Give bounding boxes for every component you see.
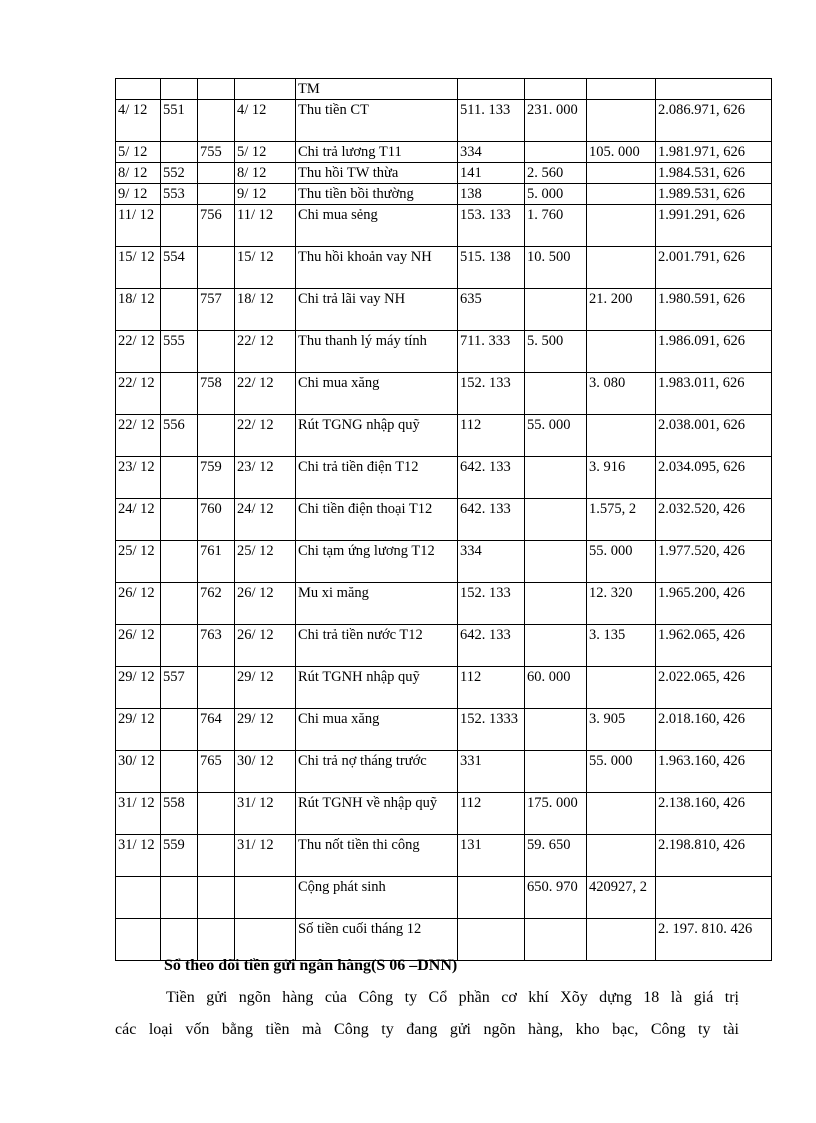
table-cell: 1.575, 2 — [587, 499, 656, 541]
table-cell: 26/ 12 — [116, 583, 161, 625]
table-cell: 334 — [458, 142, 525, 163]
table-row — [116, 331, 772, 373]
table-cell — [458, 79, 525, 100]
table-cell: 9/ 12 — [235, 184, 296, 205]
table-cell — [161, 625, 198, 667]
table-cell — [525, 919, 587, 961]
table-cell: 1.991.291, 626 — [656, 205, 772, 247]
table-cell: 642. 133 — [458, 499, 525, 541]
table-cell: 2.022.065, 426 — [656, 667, 772, 709]
table-cell — [198, 667, 235, 709]
table-cell: Chi trả tiền điện T12 — [296, 457, 458, 499]
table-cell: 152. 133 — [458, 373, 525, 415]
table-cell: 4/ 12 — [235, 100, 296, 142]
table-cell: Chi tiền điện thoại T12 — [296, 499, 458, 541]
table-cell: 555 — [161, 331, 198, 373]
table-cell: 26/ 12 — [116, 625, 161, 667]
table-cell: 765 — [198, 751, 235, 793]
table-cell — [525, 625, 587, 667]
table-cell — [198, 79, 235, 100]
table-cell: 650. 970 — [525, 877, 587, 919]
table-cell: 1.980.591, 626 — [656, 289, 772, 331]
table-cell: 1.981.971, 626 — [656, 142, 772, 163]
table-cell — [587, 667, 656, 709]
table-cell — [116, 919, 161, 961]
table-cell: 55. 000 — [587, 541, 656, 583]
table-cell: 29/ 12 — [116, 709, 161, 751]
table-cell: 141 — [458, 163, 525, 184]
table-cell: Chi trả nợ tháng trước — [296, 751, 458, 793]
table-cell: 5/ 12 — [235, 142, 296, 163]
table-cell: 553 — [161, 184, 198, 205]
table-cell: 3. 135 — [587, 625, 656, 667]
table-cell: 29/ 12 — [235, 667, 296, 709]
table-cell: 755 — [198, 142, 235, 163]
table-cell: 22/ 12 — [235, 331, 296, 373]
table-cell — [525, 457, 587, 499]
table-cell — [458, 919, 525, 961]
table-row — [116, 205, 772, 247]
table-row — [116, 247, 772, 289]
table-cell: 152. 1333 — [458, 709, 525, 751]
table-cell: 2. 197. 810. 426 — [656, 919, 772, 961]
table-cell — [235, 877, 296, 919]
table-cell: 30/ 12 — [116, 751, 161, 793]
table-cell: 1.986.091, 626 — [656, 331, 772, 373]
table-cell: 554 — [161, 247, 198, 289]
section-title: Sổ theo dõi tiền gửi ngân hàng(S 06 –DNN) — [164, 957, 458, 974]
table-cell: 31/ 12 — [116, 793, 161, 835]
table-cell — [116, 79, 161, 100]
paragraph-line-1: Tiền gửi ngõn hàng của Công ty Cổ phần cơ khí Xõy dựng 18 là giá trị — [166, 989, 739, 1006]
table-cell: 18/ 12 — [116, 289, 161, 331]
table-cell — [458, 877, 525, 919]
table-cell: 60. 000 — [525, 667, 587, 709]
table-cell — [198, 247, 235, 289]
table-cell: Rút TGNH nhập quỹ — [296, 667, 458, 709]
table-row — [116, 919, 772, 961]
table-cell: 2.086.971, 626 — [656, 100, 772, 142]
table-cell — [587, 205, 656, 247]
table-cell: Mu xi măng — [296, 583, 458, 625]
table-cell: 23/ 12 — [116, 457, 161, 499]
table-cell: 12. 320 — [587, 583, 656, 625]
table-row — [116, 415, 772, 457]
table-cell: Thu hồi TW thừa — [296, 163, 458, 184]
table-cell — [161, 373, 198, 415]
table-cell — [525, 289, 587, 331]
table-cell — [587, 163, 656, 184]
table-cell: 764 — [198, 709, 235, 751]
cash-ledger-table — [115, 78, 772, 961]
table-cell: 152. 133 — [458, 583, 525, 625]
table-cell: Thu tiền bồi thường — [296, 184, 458, 205]
table-cell: Thu hồi khoản vay NH — [296, 247, 458, 289]
table-cell: 22/ 12 — [116, 415, 161, 457]
table-cell: 9/ 12 — [116, 184, 161, 205]
table-cell: 2.038.001, 626 — [656, 415, 772, 457]
table-cell: 1. 760 — [525, 205, 587, 247]
table-cell: 23/ 12 — [235, 457, 296, 499]
table-cell — [161, 205, 198, 247]
table-cell: 556 — [161, 415, 198, 457]
table-cell: 231. 000 — [525, 100, 587, 142]
table-cell — [525, 499, 587, 541]
table-cell: Chi tạm ứng lương T12 — [296, 541, 458, 583]
table-row — [116, 100, 772, 142]
table-cell: 112 — [458, 793, 525, 835]
table-cell — [525, 751, 587, 793]
table-row — [116, 373, 772, 415]
table-cell: Chi trả lãi vay NH — [296, 289, 458, 331]
table-cell — [161, 919, 198, 961]
table-cell: 15/ 12 — [235, 247, 296, 289]
table-cell — [198, 184, 235, 205]
table-cell — [198, 793, 235, 835]
table-cell — [235, 79, 296, 100]
table-cell: 551 — [161, 100, 198, 142]
table-cell: 760 — [198, 499, 235, 541]
table-cell: 24/ 12 — [116, 499, 161, 541]
table-cell: 112 — [458, 415, 525, 457]
table-cell: 1.977.520, 426 — [656, 541, 772, 583]
table-cell: 758 — [198, 373, 235, 415]
table-cell: 759 — [198, 457, 235, 499]
table-cell: 2.032.520, 426 — [656, 499, 772, 541]
table-row — [116, 709, 772, 751]
table-cell: 31/ 12 — [116, 835, 161, 877]
table-row — [116, 877, 772, 919]
table-row — [116, 289, 772, 331]
table-cell — [525, 709, 587, 751]
table-cell — [198, 835, 235, 877]
table-cell: 711. 333 — [458, 331, 525, 373]
table-cell — [161, 583, 198, 625]
table-cell: 642. 133 — [458, 625, 525, 667]
table-cell: 756 — [198, 205, 235, 247]
table-cell: 4/ 12 — [116, 100, 161, 142]
table-cell — [587, 919, 656, 961]
table-cell: 31/ 12 — [235, 793, 296, 835]
table-cell: Chi trả lương T11 — [296, 142, 458, 163]
table-cell: 29/ 12 — [235, 709, 296, 751]
table-cell: Chi mua xăng — [296, 373, 458, 415]
table-cell: 15/ 12 — [116, 247, 161, 289]
table-cell: Thu tiền CT — [296, 100, 458, 142]
table-cell: Rút TGNG nhập quỹ — [296, 415, 458, 457]
table-cell: Rút TGNH về nhập quỹ — [296, 793, 458, 835]
table-cell — [525, 583, 587, 625]
table-cell: 557 — [161, 667, 198, 709]
table-cell: 1.989.531, 626 — [656, 184, 772, 205]
table-cell: TM — [296, 79, 458, 100]
table-cell: 331 — [458, 751, 525, 793]
table-row — [116, 751, 772, 793]
table-cell — [525, 541, 587, 583]
table-row — [116, 667, 772, 709]
table-cell: 558 — [161, 793, 198, 835]
table-cell — [587, 100, 656, 142]
table-cell: Thu nốt tiền thi công — [296, 835, 458, 877]
table-cell: 11/ 12 — [235, 205, 296, 247]
table-cell: 11/ 12 — [116, 205, 161, 247]
table-cell — [198, 163, 235, 184]
table-cell: 757 — [198, 289, 235, 331]
table-cell: 55. 000 — [587, 751, 656, 793]
table-cell: 31/ 12 — [235, 835, 296, 877]
table-cell: 105. 000 — [587, 142, 656, 163]
table-cell: 22/ 12 — [116, 331, 161, 373]
table-row — [116, 163, 772, 184]
table-cell — [198, 331, 235, 373]
table-cell — [161, 79, 198, 100]
table-cell: 22/ 12 — [235, 373, 296, 415]
table-cell: 59. 650 — [525, 835, 587, 877]
table-cell: 8/ 12 — [116, 163, 161, 184]
table-cell — [198, 100, 235, 142]
table-cell: 10. 500 — [525, 247, 587, 289]
table-cell — [198, 415, 235, 457]
table-cell: 24/ 12 — [235, 499, 296, 541]
table-cell: 2.034.095, 626 — [656, 457, 772, 499]
table-row — [116, 583, 772, 625]
table-cell: 112 — [458, 667, 525, 709]
table-cell: 3. 916 — [587, 457, 656, 499]
table-cell: 2.001.791, 626 — [656, 247, 772, 289]
table-cell: 2.138.160, 426 — [656, 793, 772, 835]
table-cell: 22/ 12 — [235, 415, 296, 457]
table-cell: 1.963.160, 426 — [656, 751, 772, 793]
table-cell — [656, 79, 772, 100]
table-cell: 552 — [161, 163, 198, 184]
table-cell: 334 — [458, 541, 525, 583]
table-cell — [656, 877, 772, 919]
table-cell: 642. 133 — [458, 457, 525, 499]
table-cell: 5. 500 — [525, 331, 587, 373]
table-cell — [161, 142, 198, 163]
table-cell — [587, 184, 656, 205]
table-cell: 2.198.810, 426 — [656, 835, 772, 877]
table-cell: 761 — [198, 541, 235, 583]
table-cell — [161, 751, 198, 793]
table-cell — [587, 835, 656, 877]
table-cell: 18/ 12 — [235, 289, 296, 331]
table-cell — [587, 247, 656, 289]
table-cell: 8/ 12 — [235, 163, 296, 184]
table-cell: 420927, 2 — [587, 877, 656, 919]
table-cell — [198, 877, 235, 919]
table-cell: Cộng phát sinh — [296, 877, 458, 919]
table-cell — [587, 79, 656, 100]
table-cell — [525, 142, 587, 163]
table-cell: 25/ 12 — [235, 541, 296, 583]
table-row — [116, 457, 772, 499]
table-cell: 138 — [458, 184, 525, 205]
table-cell: 55. 000 — [525, 415, 587, 457]
table-cell — [161, 541, 198, 583]
table-cell: 5. 000 — [525, 184, 587, 205]
table-row — [116, 625, 772, 667]
table-cell: 1.962.065, 426 — [656, 625, 772, 667]
paragraph-line-2: các loại vốn bằng tiền mà Công ty đang gửi ngõn hàng, kho bạc, Công ty tài — [115, 1021, 739, 1038]
table-cell — [198, 919, 235, 961]
table-row — [116, 142, 772, 163]
table-cell: 635 — [458, 289, 525, 331]
table-cell: 763 — [198, 625, 235, 667]
table-row — [116, 835, 772, 877]
table-cell: Số tiền cuối tháng 12 — [296, 919, 458, 961]
table-cell: 1.965.200, 426 — [656, 583, 772, 625]
table-cell: 153. 133 — [458, 205, 525, 247]
table-cell: Chi mua sẻng — [296, 205, 458, 247]
table-cell: 26/ 12 — [235, 625, 296, 667]
table-row — [116, 793, 772, 835]
table-cell — [235, 919, 296, 961]
table-cell — [525, 79, 587, 100]
table-row — [116, 184, 772, 205]
table-cell: 22/ 12 — [116, 373, 161, 415]
table-cell: 1.983.011, 626 — [656, 373, 772, 415]
table-cell: 21. 200 — [587, 289, 656, 331]
table-row — [116, 79, 772, 100]
table-cell: 30/ 12 — [235, 751, 296, 793]
table-cell: 26/ 12 — [235, 583, 296, 625]
table-cell: 1.984.531, 626 — [656, 163, 772, 184]
table-cell — [161, 877, 198, 919]
table-cell — [587, 331, 656, 373]
table-cell — [525, 373, 587, 415]
table-cell: 29/ 12 — [116, 667, 161, 709]
table-cell: 559 — [161, 835, 198, 877]
table-cell — [161, 457, 198, 499]
table-cell: 175. 000 — [525, 793, 587, 835]
table-cell — [161, 709, 198, 751]
table-cell — [587, 793, 656, 835]
table-cell: 5/ 12 — [116, 142, 161, 163]
table-cell: Chi mua xăng — [296, 709, 458, 751]
table-cell: 131 — [458, 835, 525, 877]
table-cell: 3. 905 — [587, 709, 656, 751]
table-cell — [161, 499, 198, 541]
table-cell — [116, 877, 161, 919]
table-row — [116, 499, 772, 541]
table-cell: 515. 138 — [458, 247, 525, 289]
table-cell — [587, 415, 656, 457]
table-row — [116, 541, 772, 583]
table-cell: 2. 560 — [525, 163, 587, 184]
table-cell: 2.018.160, 426 — [656, 709, 772, 751]
table-cell: 25/ 12 — [116, 541, 161, 583]
table-cell: 511. 133 — [458, 100, 525, 142]
table-cell: 762 — [198, 583, 235, 625]
table-cell: 3. 080 — [587, 373, 656, 415]
table-cell — [161, 289, 198, 331]
table-cell: Thu thanh lý máy tính — [296, 331, 458, 373]
table-cell: Chi trả tiền nước T12 — [296, 625, 458, 667]
